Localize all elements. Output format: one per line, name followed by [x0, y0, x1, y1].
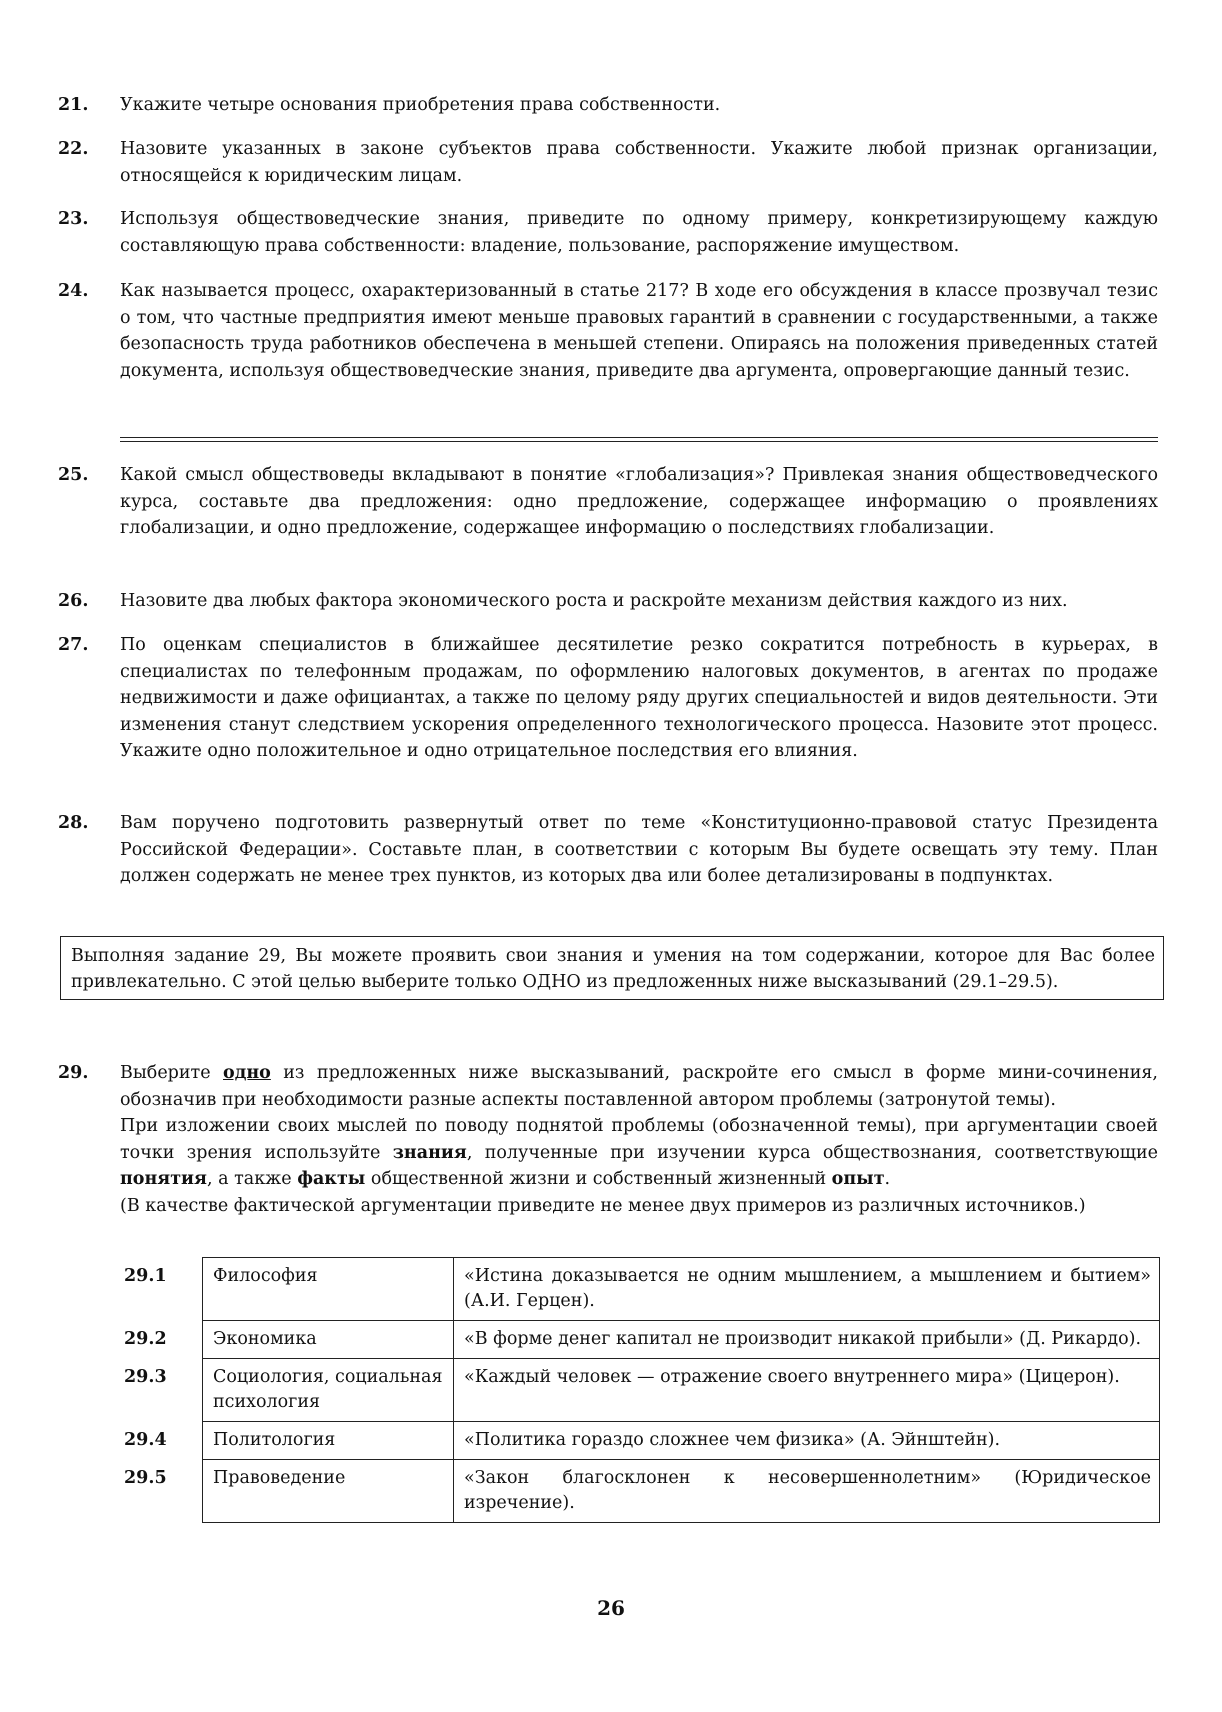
table-row	[120, 1258, 1160, 1321]
question-22	[58, 136, 1158, 189]
emphasis-fakty: факты	[297, 1169, 366, 1189]
question-number: 28.	[58, 813, 89, 833]
task-quote: «В форме денег капитал не производит никакой прибыли» (Д. Рикардо).	[454, 1321, 1160, 1359]
quotes-table	[120, 1257, 1160, 1523]
question-text: Какой смысл обществоведы вкладывают в понятие «глобализация»? Привлекая знания обществоведческого курса, составьте два предложения: одно предложение, содержащее информацию о проявлениях глобализации, и одно предложение, содержащее информацию о последствиях глобализации.	[120, 465, 1158, 538]
task-subject: Экономика	[203, 1321, 454, 1359]
table-row	[120, 1422, 1160, 1460]
task-subject: Правоведение	[203, 1460, 454, 1523]
task-number: 29.5	[124, 1467, 167, 1488]
table-row	[120, 1460, 1160, 1523]
question-number: 22.	[58, 139, 89, 159]
task-quote: «Каждый человек — отражение своего внутреннего мира» (Цицерон).	[454, 1359, 1160, 1422]
emphasis-znaniya: знания	[392, 1142, 467, 1163]
question-number: 29.	[58, 1063, 89, 1083]
question-23	[58, 206, 1158, 259]
emphasis-opyt: опыт	[831, 1169, 885, 1189]
question-29	[58, 1060, 1158, 1219]
question-28	[58, 810, 1158, 890]
question-text: Вам поручено подготовить развернутый ответ по теме «Конституционно-правовой статус Президента Российской Федерации». Составьте план, в соответствии с которым Вы будете освещать эту тему. План должен содержать не менее трех пунктов, из которых два или более детализированы в подпунктах.	[120, 813, 1158, 886]
question-text: Назовите указанных в законе субъектов права собственности. Укажите любой признак организации, относящейся к юридическим лицам.	[120, 139, 1158, 186]
question-number: 27.	[58, 635, 89, 655]
task-subject: Философия	[203, 1258, 454, 1321]
task-number: 29.2	[124, 1328, 167, 1349]
question-27	[58, 632, 1158, 765]
instruction-note-box: Выполняя задание 29, Вы можете проявить свои знания и умения на том содержании, которое для Вас более привлекательно. С этой целью выберите только ОДНО из предложенных ниже высказываний (29.1–29.5).	[60, 936, 1164, 1000]
question-text: Укажите четыре основания приобретения права собственности.	[120, 95, 721, 115]
task-subject: Социология, социальная психология	[203, 1359, 454, 1422]
task-number: 29.4	[124, 1429, 167, 1450]
task-quote: «Политика гораздо сложнее чем физика» (А. Эйнштейн).	[454, 1422, 1160, 1460]
question-text: Используя обществоведческие знания, приведите по одному примеру, конкретизирующему каждую составляющую права собственности: владение, пользование, распоряжение имуществом.	[120, 209, 1158, 256]
question-number: 24.	[58, 281, 89, 301]
page-number: 26	[597, 1596, 625, 1620]
question-29-paragraph-3: (В качестве фактической аргументации приведите не менее двух примеров из различных источников.)	[120, 1195, 1086, 1216]
task-subject: Политология	[203, 1422, 454, 1460]
question-24	[58, 278, 1158, 384]
question-29-paragraph-2: При изложении своих мыслей по поводу поднятой проблемы (обозначенной темы), при аргументации своей точки зрения используйте знания, полученные при изучении курса обществознания, соответствующие понятия, а также факты общественной жизни и собственный жизненный опыт.	[120, 1116, 1158, 1189]
emphasis-ponyatiya: понятия	[120, 1169, 207, 1189]
question-number: 21.	[58, 95, 89, 115]
question-number: 23.	[58, 209, 89, 229]
question-21	[58, 92, 1158, 119]
table-row	[120, 1321, 1160, 1359]
task-number: 29.1	[124, 1265, 167, 1286]
section-divider	[120, 437, 1158, 442]
task-quote: «Закон благосклонен к несовершеннолетним» (Юридическое изречение).	[454, 1460, 1160, 1523]
question-text: Как называется процесс, охарактеризованный в статье 217? В ходе его обсуждения в классе прозвучал тезис о том, что частные предприятия имеют меньше правовых гарантий в сравнении с государственными, а также безопасность труда работников обеспечена в меньшей степени. Опираясь на положения приведенных статей документа, используя обществоведческие знания, приведите два аргумента, опровергающие данный тезис.	[120, 281, 1158, 381]
question-text: Назовите два любых фактора экономического роста и раскройте механизм действия каждого из них.	[120, 591, 1068, 611]
question-number: 26.	[58, 591, 89, 611]
question-29-paragraph-1: Выберите одно из предложенных ниже высказываний, раскройте его смысл в форме мини-сочинения, обозначив при необходимости разные аспекты поставленной автором проблемы (затронутой темы).	[120, 1063, 1158, 1110]
question-text: По оценкам специалистов в ближайшее десятилетие резко сократится потребность в курьерах, в специалистах по телефонным продажам, по оформлению налоговых документов, в агентах по продаже недвижимости и даже официантах, а также по целому ряду других специальностей и видов деятельности. Эти изменения станут следствием ускорения определенного технологического процесса. Назовите этот процесс. Укажите одно положительное и одно отрицательное последствия его влияния.	[120, 635, 1158, 761]
table-row	[120, 1359, 1160, 1422]
task-number: 29.3	[124, 1366, 167, 1387]
question-text	[120, 1060, 1158, 1219]
question-25	[58, 462, 1158, 542]
question-number: 25.	[58, 465, 89, 485]
question-26	[58, 588, 1158, 615]
emphasis-odno: одно	[223, 1063, 271, 1083]
task-quote: «Истина доказывается не одним мышлением, а мышлением и бытием» (А.И. Герцен).	[454, 1258, 1160, 1321]
